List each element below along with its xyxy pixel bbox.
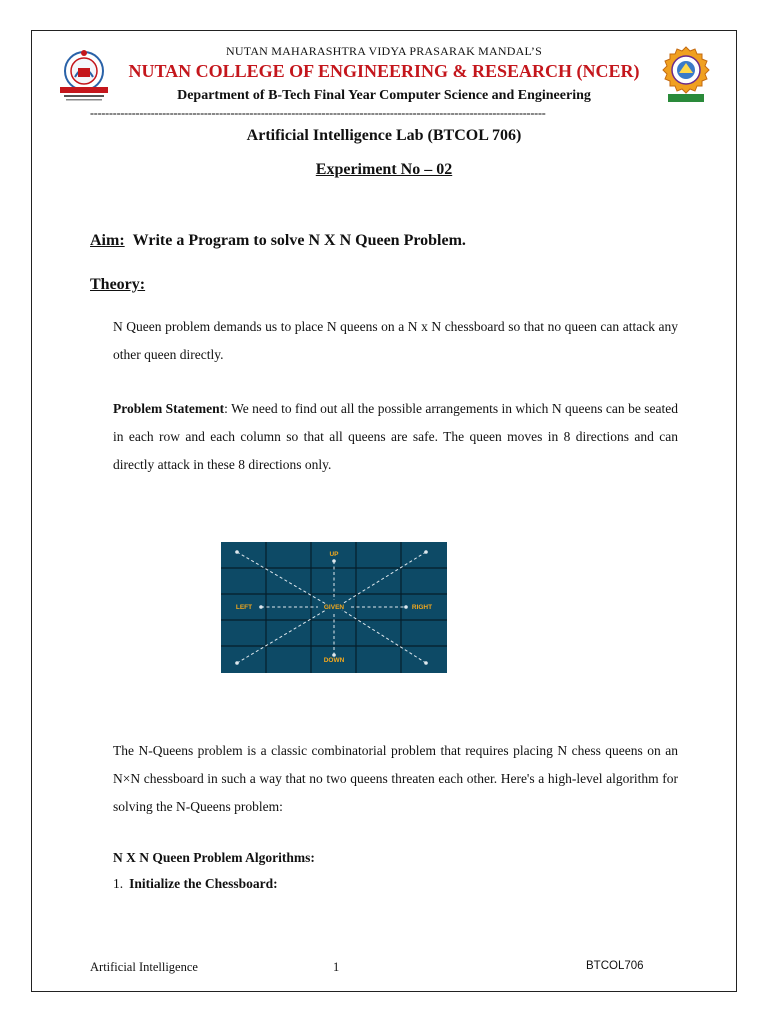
society-name: NUTAN MAHARASHTRA VIDYA PRASARAK MANDAL’S [226, 44, 542, 58]
theory-heading: Theory: [90, 276, 146, 293]
experiment-number [0, 161, 768, 179]
classic-problem-paragraph: The N-Queens problem is a classic combinatorial problem that requires placing N chess queens on an N×N chessboard in such a way that no two queens threaten each other. Here's a high-level algorithm for solving the N-Queens problem: [113, 743, 678, 814]
intro-paragraph: N Queen problem demands us to place N queens on a N x N chessboard so that no queen can attack any other queen directly. [113, 319, 678, 362]
algorithm-heading: N X N Queen Problem Algorithms: [113, 850, 315, 865]
footer-page-number: 1 [333, 960, 340, 974]
department-name: Department of B-Tech Final Year Computer Science and Engineering [177, 88, 591, 103]
queen-moves-diagram [221, 542, 447, 673]
label-given: GIVEN [323, 604, 345, 611]
label-right: RIGHT [411, 604, 433, 611]
aim-text: Write a Program to solve N X N Queen Problem. [132, 232, 466, 249]
step-text: Initialize the Chessboard: [129, 876, 278, 891]
label-down: DOWN [323, 657, 345, 664]
problem-statement-text: : We need to find out all the possible arrangements in which N queens can be seated in each row and each column so that all queens are safe. The queen moves in 8 directions and can directly attack in these 8 directions only. [113, 401, 678, 472]
aim-line [90, 232, 466, 250]
aim-label: Aim: [90, 232, 125, 249]
problem-statement-label: Problem Statement [113, 401, 225, 416]
lab-title: Artificial Intelligence Lab (BTCOL 706) [246, 127, 522, 144]
problem-statement-paragraph [113, 395, 678, 479]
footer-subject: Artificial Intelligence [90, 960, 198, 974]
experiment-label: Experiment No – 02 [315, 161, 453, 178]
college-name: NUTAN COLLEGE OF ENGINEERING & RESEARCH (NCER) [128, 61, 640, 81]
label-up: UP [329, 551, 339, 558]
algorithm-step [113, 876, 278, 892]
footer-course-code: BTCOL706 [586, 960, 644, 972]
header-separator: ------------------------------------------------------------------------------------------------------------------------ [90, 106, 546, 120]
step-number: 1. [113, 876, 124, 891]
label-left: LEFT [235, 604, 253, 611]
